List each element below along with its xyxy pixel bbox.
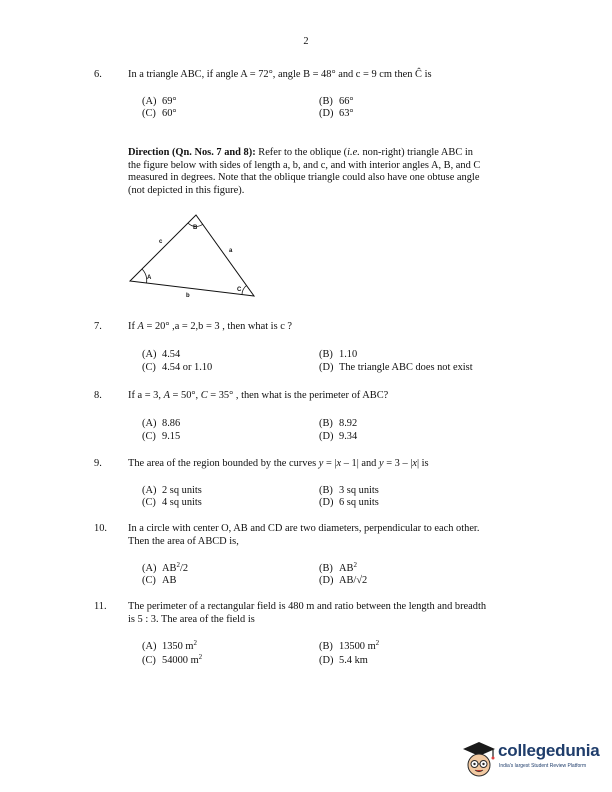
q9-text-part: | is: [416, 458, 429, 469]
q9-var-y: y: [378, 458, 384, 469]
angle-arc-a: [142, 269, 147, 283]
option-label: (C): [142, 655, 156, 666]
q6-option-d: [319, 108, 354, 121]
q7-var-a: A: [137, 321, 144, 332]
option-label: (D): [319, 575, 334, 586]
q9-text-part: = 3 – |: [383, 458, 413, 469]
option-text: 3 sq units: [339, 485, 379, 496]
option-label: (C): [142, 575, 156, 586]
option-superscript: 2: [198, 653, 203, 661]
q11-option-c: [142, 655, 202, 668]
option-label: (C): [142, 431, 156, 442]
option-label: (B): [319, 349, 333, 360]
option-label: (A): [142, 96, 157, 107]
option-label: (C): [142, 362, 156, 373]
option-text: 4 sq units: [162, 497, 202, 508]
option-text: 60°: [162, 108, 177, 119]
option-label: (D): [319, 497, 334, 508]
q7-option-d: [319, 362, 473, 375]
option-label: (B): [319, 641, 333, 652]
option-label: (B): [319, 485, 333, 496]
q7-option-a: [142, 349, 180, 362]
direction-italic: i.e.: [347, 147, 360, 158]
logo-tagline: India's largest Student Review Platform: [499, 763, 587, 769]
triangle-figure: [126, 212, 260, 304]
option-text: AB: [339, 563, 354, 574]
option-text: 54000 m: [162, 655, 199, 666]
collegedunia-logo: [460, 736, 602, 780]
option-label: (D): [319, 431, 334, 442]
q9-option-c: [142, 497, 202, 510]
option-label: (B): [319, 96, 333, 107]
question-10-number: 10.: [94, 523, 107, 534]
q8-var-c: C: [200, 390, 208, 401]
question-9-number: 9.: [94, 458, 102, 469]
side-label-a: a: [229, 248, 233, 254]
option-text: 9.15: [162, 431, 181, 442]
direction-line-1: [128, 147, 524, 160]
option-text: 5.4 km: [339, 655, 368, 666]
q11-option-b: [319, 641, 379, 654]
q9-text-part: – 1| and: [341, 458, 379, 469]
option-text: 69°: [162, 96, 177, 107]
option-text: 4.54 or 1.10: [162, 362, 213, 373]
option-superscript: 2: [193, 639, 197, 647]
option-superscript: 2: [375, 639, 380, 647]
option-label: (C): [142, 108, 156, 119]
q8-option-c: [142, 431, 180, 444]
option-label: (B): [319, 418, 333, 429]
q6-option-a: [142, 96, 177, 109]
question-6-text: In a triangle ABC, if angle A = 72°, angle B = 48° and c = 9 cm then Ĉ is: [128, 69, 432, 80]
option-label: (A): [142, 349, 157, 360]
question-11-number: 11.: [94, 601, 107, 612]
question-8-number: 8.: [94, 390, 102, 401]
q8-text-part: = 50°,: [169, 390, 201, 401]
option-text: AB/√2: [339, 575, 368, 586]
q6-option-b: [319, 96, 354, 109]
question-10-text: [128, 523, 524, 548]
triangle-outline: [130, 215, 254, 296]
question-7-text: [128, 321, 524, 334]
q8-text-part: = 35°: [207, 390, 234, 401]
option-text: The triangle ABC does not exist: [339, 362, 473, 373]
page-number: 2: [303, 36, 309, 47]
option-text: 9.34: [339, 431, 358, 442]
direction-text: non-right) triangle ABC in: [359, 147, 473, 158]
question-6-number: 6.: [94, 69, 102, 80]
direction-text: Refer to the oblique (: [255, 147, 348, 158]
option-text: 66°: [339, 96, 354, 107]
option-label: (A): [142, 641, 157, 652]
direction-line-3: measured in degrees. Note that the oblique triangle could also have one obtuse angle: [128, 172, 480, 183]
angle-arc-c: [242, 286, 247, 295]
side-label-c: c: [159, 239, 163, 245]
q9-option-b: [319, 485, 379, 498]
q7-text-part: ,a = 2,b = 3 , then what is c ?: [169, 321, 293, 332]
option-text: 13500 m: [339, 641, 376, 652]
option-text: AB: [162, 563, 177, 574]
question-7-number: 7.: [94, 321, 102, 332]
q9-var-y: y: [318, 458, 324, 469]
option-label: (D): [319, 108, 334, 119]
q10-option-a: [142, 563, 188, 576]
q8-text-part: If a = 3,: [128, 390, 164, 401]
option-label: (B): [319, 563, 333, 574]
q8-text-part: , then what is the perimeter of ABC?: [233, 390, 389, 401]
question-8-text: [128, 390, 524, 403]
option-text: 1350 m: [162, 641, 194, 652]
vertex-label-a: A: [147, 275, 152, 281]
q10-line-1: In a circle with center O, AB and CD are two diameters, perpendicular to each other.: [128, 523, 480, 534]
option-text: 63°: [339, 108, 354, 119]
q11-line-2: is 5 : 3. The area of the field is: [128, 613, 255, 625]
q9-var-x: x: [412, 458, 417, 469]
q7-option-c: [142, 362, 212, 375]
q8-option-b: [319, 418, 357, 431]
option-label: (D): [319, 655, 334, 666]
option-label: (D): [319, 362, 334, 373]
option-text-suffix: /2: [179, 563, 189, 574]
vertex-label-b: B: [193, 225, 198, 231]
q10-line-2: Then the area of ABCD is,: [128, 535, 239, 547]
q10-option-c: [142, 575, 176, 588]
q9-option-a: [142, 485, 202, 498]
question-9-text: [128, 458, 524, 471]
option-text: 6 sq units: [339, 497, 379, 508]
q8-option-a: [142, 418, 180, 431]
q8-var-a: A: [163, 390, 170, 401]
q10-option-b: [319, 563, 357, 576]
direction-line-4: (not depicted in this figure).: [128, 184, 245, 196]
option-superscript: 2: [176, 561, 180, 569]
q11-line-1: The perimeter of a rectangular field is 480 m and ratio between the length and breadth: [128, 601, 487, 612]
q7-option-b: [319, 349, 357, 362]
logo-wordmark: collegedunia: [498, 741, 600, 760]
direction-heading: Direction (Qn. Nos. 7 and 8):: [128, 147, 256, 158]
option-label: (C): [142, 497, 156, 508]
option-text: 8.92: [339, 418, 358, 429]
q10-option-d: [319, 575, 367, 588]
question-11-text: [128, 601, 524, 626]
q7-text-part: If: [128, 321, 138, 332]
option-text: 1.10: [339, 349, 358, 360]
q7-text-part: = 20°: [143, 321, 170, 332]
option-label: (A): [142, 485, 157, 496]
option-text: 2 sq units: [162, 485, 202, 496]
direction-block: [128, 147, 524, 197]
option-text: 8.86: [162, 418, 181, 429]
option-text: AB: [162, 575, 177, 586]
q9-text-part: = |: [323, 458, 337, 469]
vertex-label-c: C: [237, 287, 242, 293]
option-label: (A): [142, 418, 157, 429]
direction-line-2: the figure below with sides of length a, b, and c, and with interior angles A, B, and C: [128, 159, 481, 171]
q11-option-a: [142, 641, 197, 654]
mascot-icon: [460, 736, 498, 780]
option-superscript: 2: [353, 561, 357, 569]
side-label-b: b: [186, 293, 190, 299]
q6-option-c: [142, 108, 177, 121]
option-text: 4.54: [162, 349, 181, 360]
option-label: (A): [142, 563, 157, 574]
q9-var-x: x: [336, 458, 342, 469]
q11-option-d: [319, 655, 368, 668]
q9-text-part: The area of the region bounded by the curves: [128, 458, 319, 469]
q9-option-d: [319, 497, 379, 510]
q8-option-d: [319, 431, 357, 444]
